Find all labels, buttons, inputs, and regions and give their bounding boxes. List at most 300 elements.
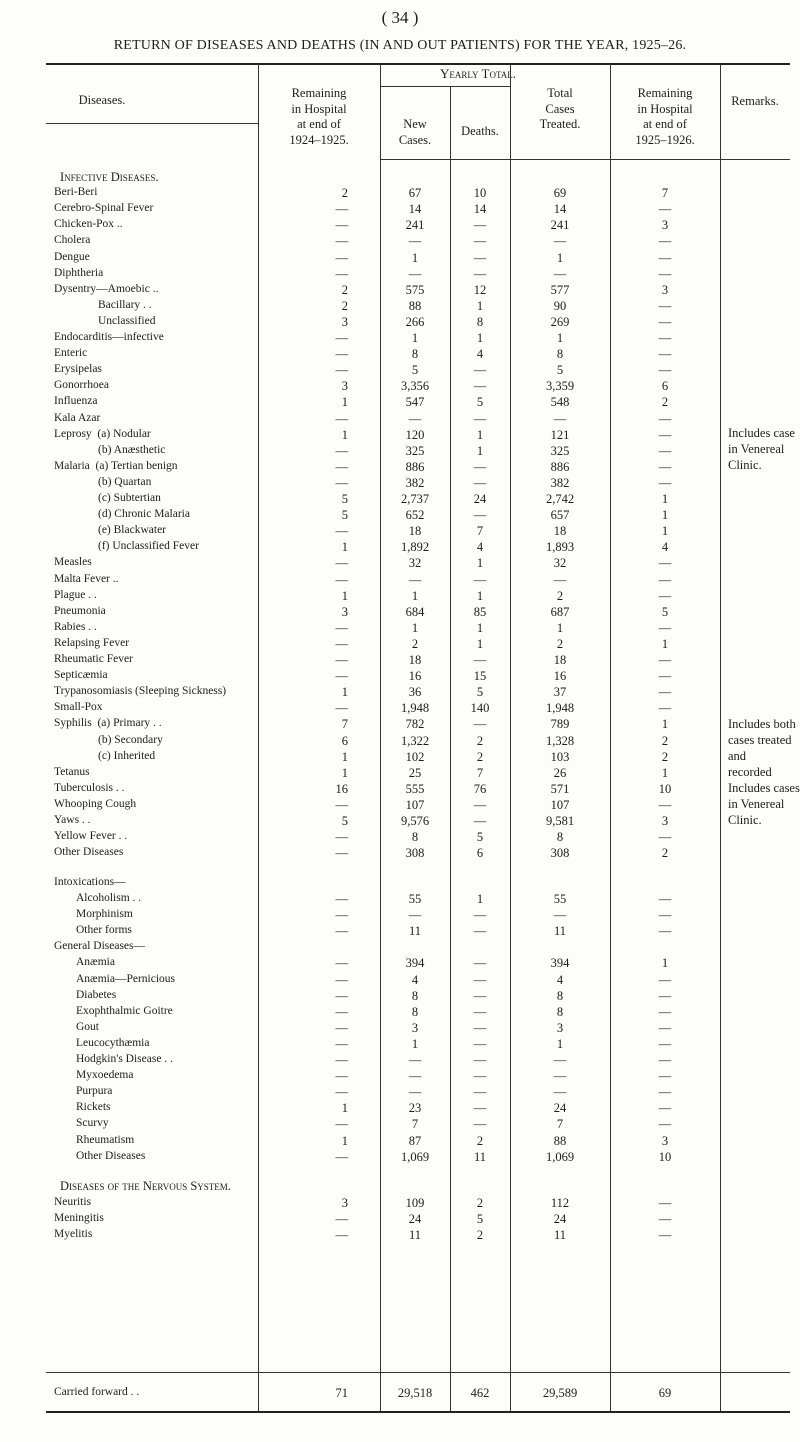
remaining-end-cell: — — [658, 459, 672, 474]
disease-name: Plague . . — [54, 588, 97, 601]
remaining-start-cell: — — [335, 620, 348, 635]
total-cases-cell: — — [553, 266, 567, 281]
total-cases-cell: 88 — [553, 1133, 567, 1148]
table-row — [0, 734, 800, 750]
remark-line: recorded — [728, 765, 772, 779]
remaining-start-cell: 5 — [341, 492, 348, 506]
remaining-end-cell: — — [658, 1069, 672, 1084]
table-row — [0, 589, 800, 605]
deaths-cell: — — [473, 1053, 487, 1068]
total-cases-cell: — — [553, 1069, 567, 1084]
total-cases-cell: 103 — [550, 749, 570, 764]
disease-name: Gout — [76, 1020, 99, 1033]
table-row — [0, 428, 800, 444]
new-cases-cell: 886 — [405, 459, 425, 474]
total-cases-cell: 886 — [550, 459, 570, 474]
total-cases-cell: 325 — [550, 443, 570, 458]
disease-name: Myelitis — [54, 1227, 93, 1240]
new-cases-cell: 308 — [405, 846, 425, 861]
disease-name: Yellow Fever . . — [54, 830, 128, 843]
remaining-start-cell: — — [335, 363, 348, 378]
remaining-end-cell: — — [658, 363, 672, 378]
table-row — [0, 876, 800, 892]
deaths-cell: 15 — [473, 669, 487, 684]
table-row — [0, 283, 800, 299]
header-remaining-end-line: at end of — [643, 117, 687, 131]
remaining-start-cell: — — [335, 218, 348, 233]
new-cases-cell: — — [408, 1069, 422, 1084]
new-cases-cell: 1 — [411, 250, 419, 265]
remaining-end-cell: — — [658, 830, 672, 845]
deaths-cell: 10 — [473, 186, 487, 201]
disease-name: Erysipelas — [54, 363, 102, 376]
header-remaining-start-line: at end of — [297, 117, 341, 131]
remark-venereal-1 — [728, 425, 800, 473]
remaining-start-cell: — — [335, 701, 348, 716]
total-cases-cell: 308 — [550, 846, 570, 861]
total-cases-cell: 2,742 — [545, 492, 575, 506]
total-cases-cell: 687 — [550, 604, 570, 619]
disease-name: Cerebro-Spinal Fever — [54, 202, 154, 215]
table-row — [0, 750, 800, 766]
new-cases-cell: 325 — [405, 443, 425, 458]
new-cases-cell: 684 — [405, 604, 425, 619]
deaths-cell: — — [473, 797, 487, 812]
deaths-cell: 12 — [473, 282, 487, 297]
remaining-end-cell: — — [658, 443, 672, 458]
disease-name: Unclassified — [98, 314, 156, 327]
deaths-cell: 140 — [470, 701, 490, 716]
total-cases-cell: 69 — [553, 186, 567, 201]
disease-name: Leprosy (a) Nodular — [54, 427, 151, 440]
table-row — [0, 1069, 800, 1085]
deaths-cell: — — [473, 814, 487, 828]
total-cases-cell: 90 — [553, 298, 567, 313]
remaining-end-cell: — — [658, 797, 672, 812]
remaining-start-cell: 16 — [335, 781, 348, 796]
new-cases-cell: 88 — [408, 298, 422, 313]
remaining-start-cell: — — [335, 1211, 348, 1226]
new-cases-cell: 7 — [411, 1117, 419, 1132]
table-row — [0, 717, 800, 733]
table-row — [0, 186, 800, 202]
table-row — [0, 267, 800, 283]
page-title: RETURN OF DISEASES AND DEATHS (IN AND OUT PATIENTS) FOR THE YEAR, 1925–26. — [113, 38, 687, 53]
remaining-start-cell: — — [335, 1117, 348, 1132]
table-row — [0, 1150, 800, 1166]
remaining-start-cell: 2 — [341, 186, 348, 201]
remaining-start-cell: — — [335, 1053, 348, 1068]
new-cases-cell: 18 — [408, 653, 422, 667]
deaths-cell: — — [473, 459, 487, 474]
deaths-cell: — — [473, 988, 487, 1003]
deaths-cell: 85 — [473, 604, 487, 619]
carried-forward-rule — [46, 1372, 790, 1373]
deaths-cell: — — [473, 1085, 487, 1100]
disease-name: Hodgkin's Disease . . — [76, 1053, 173, 1066]
disease-name: Dysentry—Amoebic .. — [54, 282, 159, 295]
disease-name: Morphinism — [76, 908, 133, 921]
remaining-end-cell: — — [658, 685, 672, 700]
disease-name: Septicæmia — [54, 669, 108, 682]
header-total-cases-line: Treated. — [539, 117, 581, 131]
remark-venereal-2 — [728, 716, 800, 828]
deaths-cell: 7 — [476, 524, 484, 539]
table-row — [0, 508, 800, 524]
disease-name: General Diseases— — [54, 940, 146, 953]
total-cases-cell: 26 — [553, 765, 567, 780]
disease-name: Kala Azar — [54, 411, 101, 424]
remaining-start-cell: 1 — [341, 395, 348, 410]
new-cases-cell: 1 — [411, 331, 419, 345]
table-row — [0, 331, 800, 347]
remaining-start-cell: — — [335, 459, 348, 474]
deaths-cell: 1 — [476, 556, 484, 571]
total-cases-cell: — — [553, 234, 567, 249]
carried-forward-label: Carried forward . . — [54, 1386, 140, 1398]
total-cases-cell: 657 — [550, 508, 570, 523]
disease-name: (b) Anæsthetic — [98, 443, 166, 456]
remaining-start-cell: — — [335, 234, 348, 249]
remaining-end-cell: — — [658, 908, 672, 923]
remaining-end-cell: 2 — [661, 846, 669, 861]
deaths-cell: 4 — [476, 347, 484, 362]
table-row — [0, 460, 800, 476]
disease-name: Enteric — [54, 347, 88, 360]
table-row — [0, 299, 800, 315]
remaining-end-cell: 10 — [658, 1149, 672, 1164]
total-cases-cell: 16 — [553, 669, 567, 684]
disease-name: Malaria (a) Tertian benign — [54, 459, 178, 472]
remaining-start-cell: 3 — [341, 379, 348, 394]
disease-name: Influenza — [54, 395, 98, 408]
remaining-start-cell: — — [335, 347, 348, 362]
carried-forward-remaining-start: 71 — [335, 1386, 348, 1400]
remaining-end-cell: 1 — [661, 508, 669, 523]
section-heading-row — [0, 170, 800, 186]
deaths-cell: 5 — [476, 1211, 484, 1226]
remaining-start-cell: 1 — [341, 1133, 348, 1148]
remaining-start-cell: — — [335, 250, 348, 265]
deaths-cell: 5 — [476, 830, 484, 845]
disease-name: Diabetes — [76, 988, 117, 1001]
remaining-end-cell: — — [658, 347, 672, 362]
new-cases-cell: 8 — [411, 1004, 419, 1019]
deaths-cell: 24 — [473, 492, 487, 506]
new-cases-cell: — — [408, 572, 422, 587]
deaths-cell: 1 — [476, 620, 484, 635]
deaths-cell: — — [473, 717, 487, 732]
table-row — [0, 251, 800, 267]
deaths-cell: 1 — [476, 443, 484, 458]
deaths-cell: 4 — [476, 540, 484, 555]
new-cases-cell: 1,322 — [400, 733, 430, 748]
header-total-cases-line: Total — [547, 86, 573, 100]
new-cases-cell: 67 — [408, 186, 422, 201]
disease-name: (d) Chronic Malaria — [98, 508, 190, 521]
deaths-cell: 8 — [476, 314, 484, 329]
table-row — [0, 1085, 800, 1101]
remark-line: in Venereal — [728, 442, 785, 456]
total-cases-cell: — — [553, 411, 567, 426]
header-bottom-rule-right — [380, 159, 790, 160]
deaths-cell: 2 — [476, 1227, 484, 1242]
remaining-end-cell: 3 — [661, 814, 669, 828]
deaths-cell: — — [473, 250, 487, 265]
deaths-cell: — — [473, 956, 487, 971]
remaining-end-cell: — — [658, 572, 672, 587]
remaining-start-cell: — — [335, 972, 348, 987]
disease-name: Tetanus — [54, 765, 90, 778]
header-remarks: Remarks. — [731, 94, 779, 108]
remaining-start-cell: 6 — [341, 733, 348, 748]
table-row — [0, 444, 800, 460]
remaining-end-cell: — — [658, 314, 672, 329]
remaining-start-cell: 1 — [341, 427, 348, 442]
disease-name: Other forms — [76, 924, 132, 937]
disease-name: Diphtheria — [54, 266, 104, 279]
table-row — [0, 1053, 800, 1069]
remaining-start-cell: — — [335, 846, 348, 861]
top-rule — [46, 63, 790, 65]
remaining-start-cell: 1 — [341, 1101, 348, 1116]
total-cases-cell: 37 — [553, 685, 567, 700]
remark-line: Clinic. — [728, 813, 762, 827]
new-cases-cell: 4 — [411, 972, 419, 987]
remaining-start-cell: — — [335, 1085, 348, 1100]
total-cases-cell: 8 — [556, 830, 564, 845]
remaining-end-cell: — — [658, 298, 672, 313]
total-cases-cell: 2 — [556, 588, 564, 603]
remaining-end-cell: — — [658, 202, 672, 217]
deaths-cell: — — [473, 653, 487, 667]
deaths-cell: 1 — [476, 331, 484, 345]
remaining-start-cell: — — [335, 572, 348, 587]
deaths-cell: — — [473, 218, 487, 233]
remaining-start-cell: 2 — [341, 282, 348, 297]
section-heading: Diseases of the Nervous System. — [60, 1179, 231, 1194]
remaining-end-cell: — — [658, 1085, 672, 1100]
total-cases-cell: 3,359 — [545, 379, 575, 394]
disease-name: Relapsing Fever — [54, 636, 130, 649]
header-diseases: Diseases. — [78, 93, 126, 107]
remaining-start-cell: — — [335, 1227, 348, 1242]
remaining-start-cell: 3 — [341, 604, 348, 619]
new-cases-cell: 14 — [408, 202, 422, 217]
remaining-start-cell: 3 — [341, 314, 348, 329]
remaining-end-cell: 1 — [661, 956, 669, 971]
new-cases-cell: 11 — [408, 924, 422, 939]
table-row — [0, 347, 800, 363]
remaining-start-cell: — — [335, 331, 348, 345]
new-cases-cell: 109 — [405, 1195, 425, 1210]
new-cases-cell: 24 — [408, 1211, 422, 1226]
deaths-cell: 5 — [476, 395, 484, 410]
header-new-cases-line: New — [403, 117, 427, 131]
deaths-cell: — — [473, 363, 487, 378]
remaining-end-cell: — — [658, 1117, 672, 1132]
remaining-start-cell: — — [335, 475, 348, 490]
total-cases-cell: 1,893 — [545, 540, 575, 555]
table-row — [0, 908, 800, 924]
disease-name: Beri-Beri — [54, 186, 98, 199]
new-cases-cell: 102 — [405, 749, 425, 764]
deaths-cell: — — [473, 1117, 487, 1132]
remaining-end-cell: — — [658, 475, 672, 490]
table-row — [0, 924, 800, 940]
table-row — [0, 1117, 800, 1133]
remaining-start-cell: 2 — [341, 298, 348, 313]
new-cases-cell: 120 — [405, 427, 425, 442]
header-remaining-start-line: 1924–1925. — [289, 132, 349, 147]
disease-name: Cholera — [54, 234, 91, 247]
disease-name: Myxoedema — [76, 1069, 134, 1082]
total-cases-cell: 1 — [556, 331, 564, 345]
table-row — [0, 766, 800, 782]
table-row — [0, 669, 800, 685]
disease-name: Neuritis — [54, 1195, 92, 1208]
table-row — [0, 234, 800, 250]
deaths-cell: — — [473, 411, 487, 426]
new-cases-cell: 1,892 — [400, 540, 430, 555]
deaths-cell: — — [473, 1069, 487, 1084]
total-cases-cell: 3 — [556, 1020, 564, 1035]
new-cases-cell: 3,356 — [400, 379, 430, 394]
remaining-start-cell: — — [335, 1004, 348, 1019]
deaths-cell: 11 — [473, 1149, 487, 1164]
header-remaining-end-line: Remaining — [637, 86, 693, 100]
total-cases-cell: 394 — [550, 956, 570, 971]
bottom-rule — [46, 1411, 790, 1413]
remark-line: Clinic. — [728, 458, 762, 472]
new-cases-cell: — — [408, 266, 422, 281]
deaths-cell: — — [473, 1101, 487, 1116]
remaining-end-cell: — — [658, 892, 672, 907]
new-cases-cell: 1 — [411, 620, 419, 635]
remaining-end-cell: 2 — [661, 733, 669, 748]
deaths-cell: 1 — [476, 588, 484, 603]
new-cases-cell: 2 — [411, 636, 419, 651]
remaining-start-cell: — — [335, 830, 348, 845]
new-cases-cell: 11 — [408, 1227, 422, 1242]
new-cases-cell: — — [408, 234, 422, 249]
remaining-start-cell: — — [335, 524, 348, 539]
new-cases-cell: 25 — [408, 765, 422, 780]
total-cases-cell: 789 — [550, 717, 570, 732]
deaths-cell: 1 — [476, 636, 484, 651]
table-row — [0, 524, 800, 540]
table-row — [0, 556, 800, 572]
header-total-cases — [510, 86, 610, 133]
header-total-cases-line: Cases — [545, 101, 575, 116]
table-row — [0, 540, 800, 556]
disease-name: (b) Quartan — [98, 475, 152, 488]
page-number: ( 34 ) — [381, 8, 419, 27]
table-row — [0, 621, 800, 637]
remaining-start-cell: 1 — [341, 588, 348, 603]
total-cases-cell: — — [553, 1085, 567, 1100]
header-remaining-start — [258, 86, 380, 148]
total-cases-cell: 1 — [556, 1036, 564, 1051]
disease-name: Other Diseases — [76, 1149, 146, 1162]
remaining-start-cell: — — [335, 556, 348, 571]
new-cases-cell: 1,069 — [400, 1149, 430, 1164]
deaths-cell: — — [473, 234, 487, 249]
total-cases-cell: 7 — [556, 1117, 564, 1132]
disease-name: Tuberculosis . . — [54, 781, 125, 794]
total-cases-cell: 14 — [553, 202, 567, 217]
remaining-end-cell: 3 — [661, 218, 669, 233]
new-cases-cell: 555 — [405, 781, 425, 796]
new-cases-cell: 55 — [408, 892, 422, 907]
remark-line: cases treated and — [728, 733, 792, 763]
carried-forward-total: 29,589 — [542, 1386, 578, 1400]
disease-name: (c) Subtertian — [98, 492, 161, 504]
table-row — [0, 1212, 800, 1228]
remaining-end-cell: — — [658, 250, 672, 265]
disease-name: Measles — [54, 556, 92, 569]
table-row — [0, 1134, 800, 1150]
new-cases-cell: 23 — [408, 1101, 422, 1116]
table-row — [0, 989, 800, 1005]
disease-name: (b) Secondary — [98, 733, 163, 746]
new-cases-cell: 1,948 — [400, 701, 430, 716]
remaining-end-cell: — — [658, 588, 672, 603]
table-row — [0, 218, 800, 234]
remaining-end-cell: — — [658, 924, 672, 939]
remaining-end-cell: — — [658, 331, 672, 345]
total-cases-cell: 1,069 — [545, 1149, 575, 1164]
total-cases-cell: 24 — [553, 1101, 567, 1116]
deaths-cell: 14 — [473, 202, 487, 217]
total-cases-cell: 2 — [556, 636, 564, 651]
remaining-end-cell: 2 — [661, 749, 669, 764]
disease-name: (f) Unclassified Fever — [98, 540, 199, 553]
new-cases-cell: — — [408, 1085, 422, 1100]
remaining-end-cell: 1 — [661, 524, 669, 539]
remaining-start-cell: 5 — [341, 508, 348, 523]
deaths-cell: 1 — [476, 298, 484, 313]
disease-name: Scurvy — [76, 1117, 109, 1130]
new-cases-cell: — — [408, 1053, 422, 1068]
remaining-start-cell: — — [335, 1036, 348, 1051]
new-cases-cell: — — [408, 908, 422, 923]
remaining-start-cell: — — [335, 411, 348, 426]
disease-name: Gonorrhoea — [54, 379, 109, 392]
header-remaining-start-line: in Hospital — [291, 101, 347, 116]
remaining-end-cell: — — [658, 669, 672, 684]
total-cases-cell: 1 — [556, 250, 564, 265]
total-cases-cell: 9,581 — [545, 814, 575, 828]
new-cases-cell: 2,737 — [400, 492, 430, 506]
table-row — [0, 637, 800, 653]
deaths-cell: — — [473, 908, 487, 923]
disease-name: Anæmia—Pernicious — [76, 972, 176, 985]
remaining-end-cell: 1 — [661, 765, 669, 780]
disease-name: Trypanosomiasis (Sleeping Sickness) — [54, 685, 227, 698]
new-cases-cell: 8 — [411, 830, 419, 845]
remaining-end-cell: — — [658, 1195, 672, 1210]
table-row — [0, 653, 800, 669]
remaining-start-cell: 5 — [341, 814, 348, 828]
total-cases-cell: — — [553, 908, 567, 923]
carried-forward-row — [0, 1386, 800, 1402]
new-cases-cell: 5 — [411, 363, 419, 378]
yearly-total-underline — [380, 86, 510, 87]
remaining-start-cell: — — [335, 653, 348, 667]
disease-name: Rickets — [76, 1101, 111, 1114]
remaining-end-cell: — — [658, 411, 672, 426]
